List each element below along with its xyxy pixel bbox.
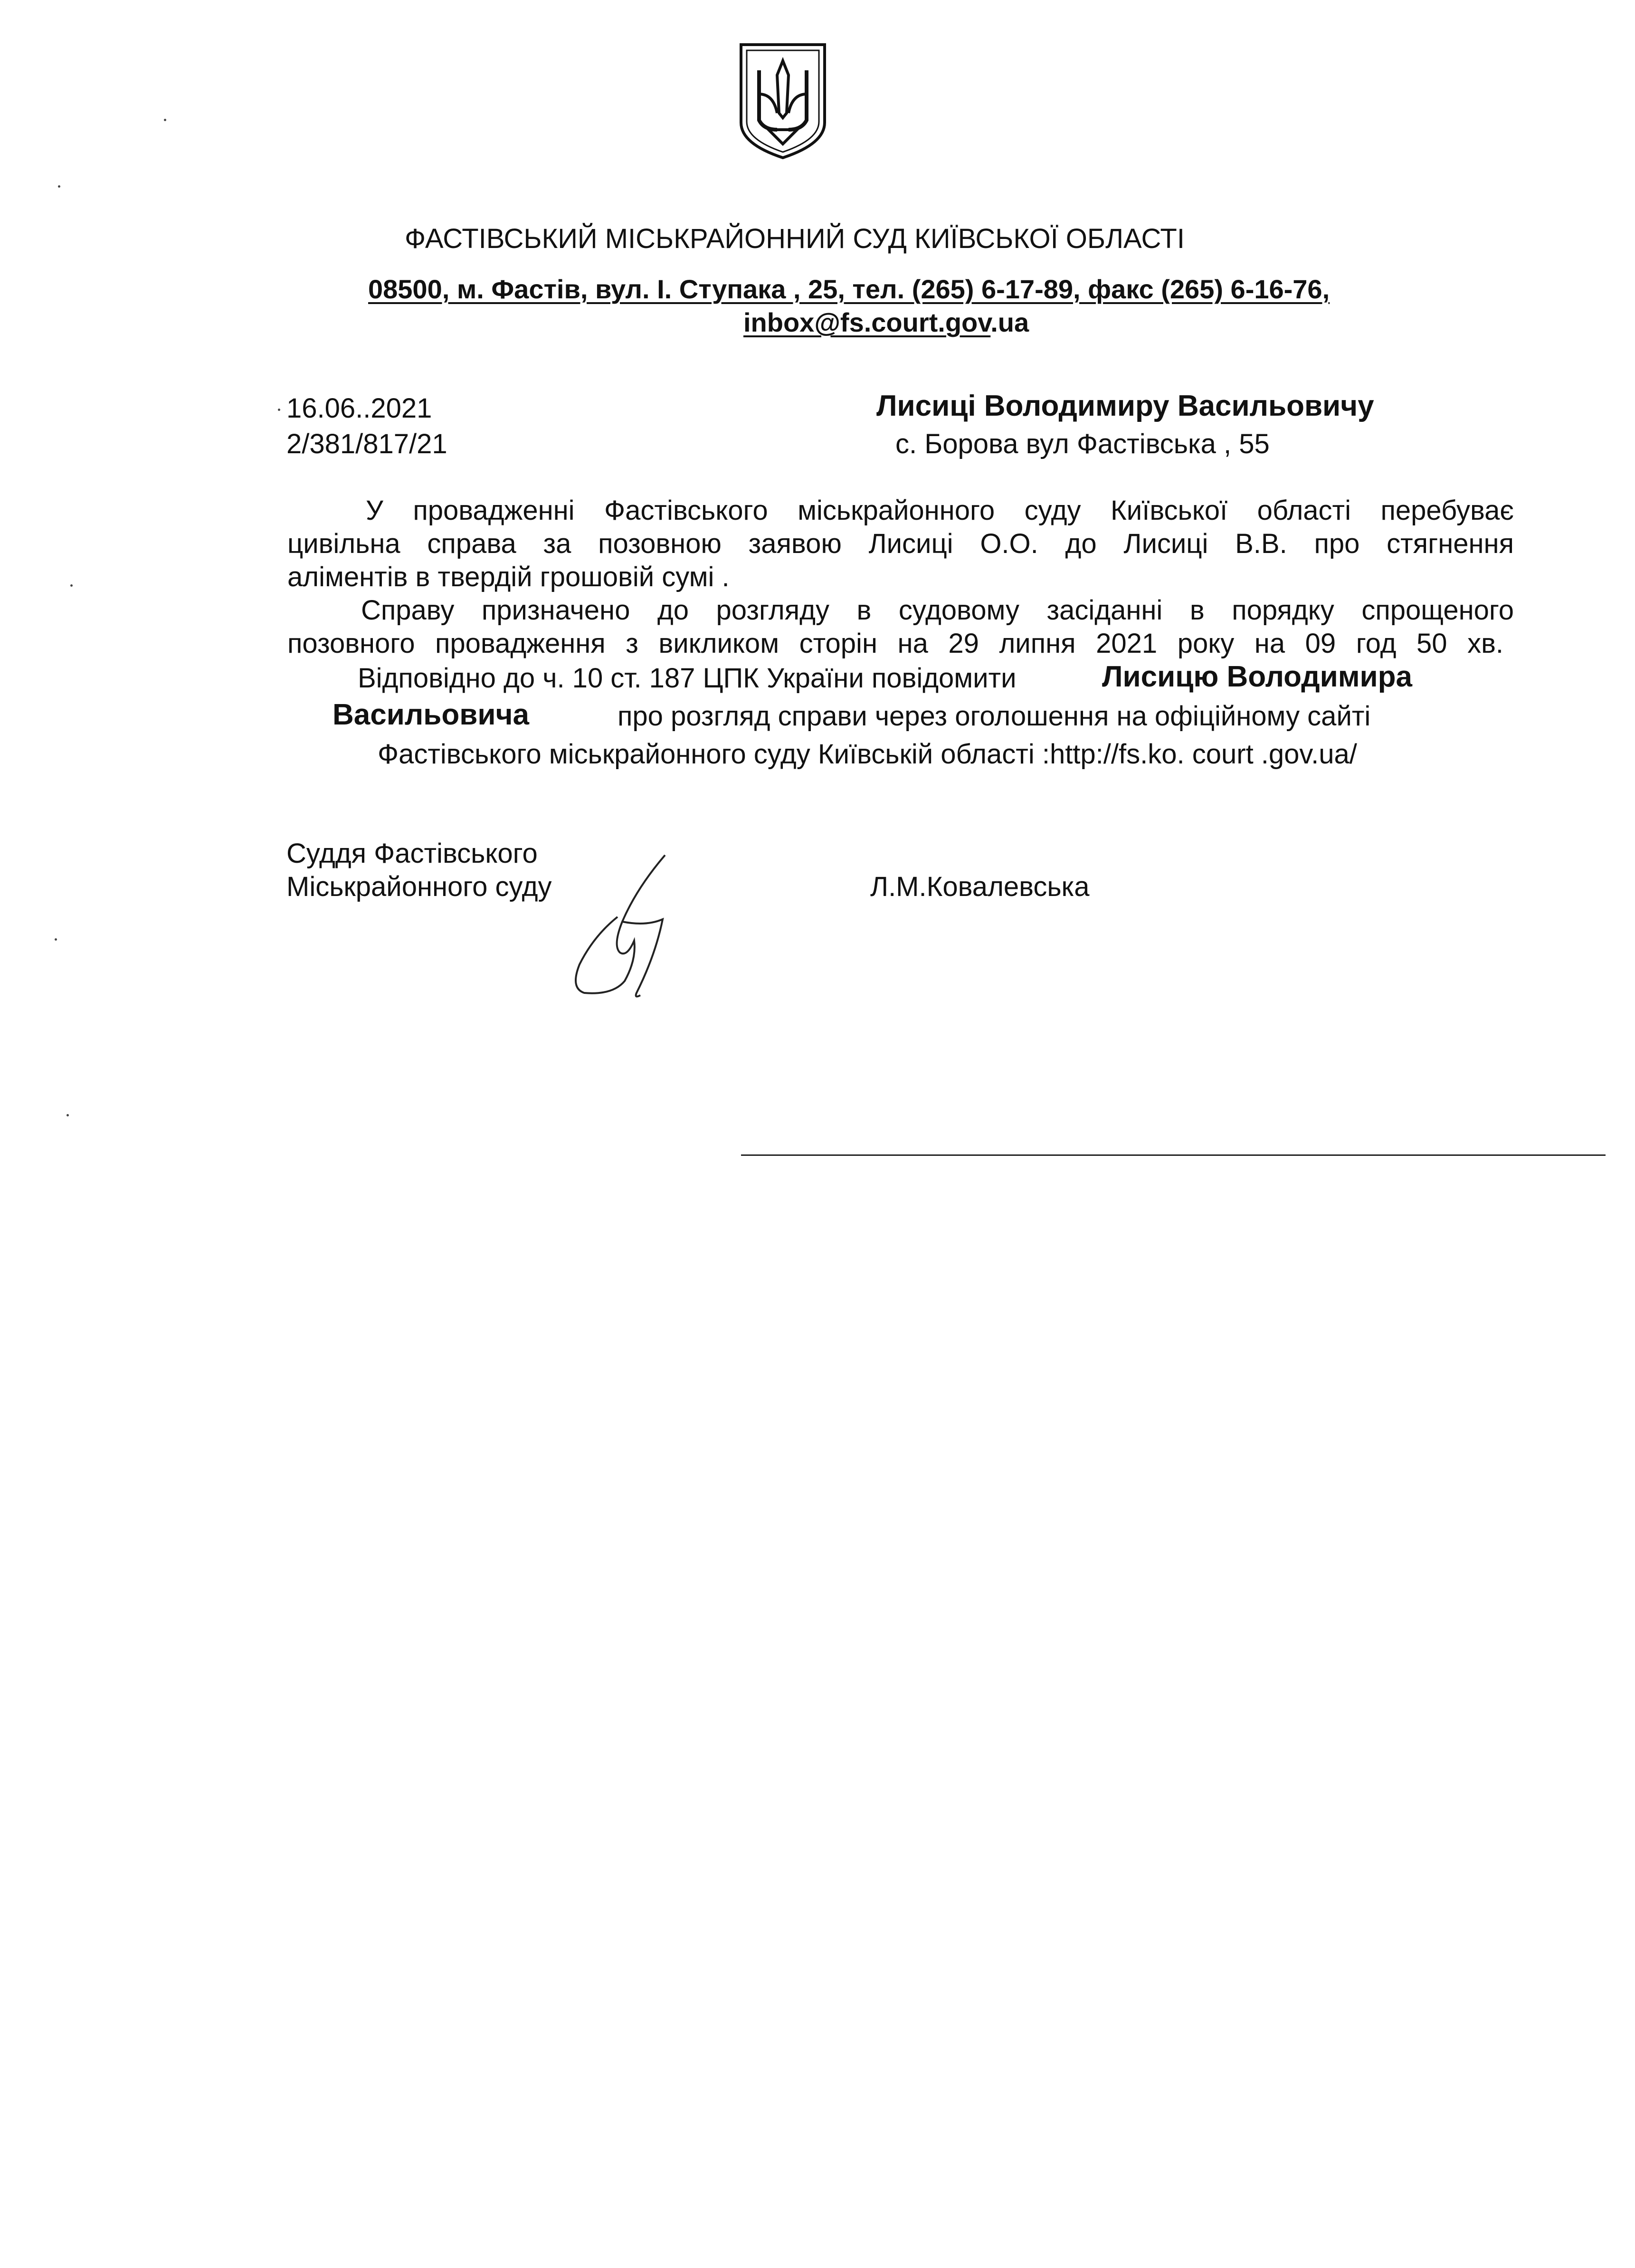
- court-email-link[interactable]: inbox@fs.court.gov: [743, 307, 991, 337]
- coat-of-arms-emblem: [735, 42, 830, 161]
- court-email: [743, 306, 1029, 338]
- document-date: 16.06..2021: [286, 393, 432, 424]
- handwritten-signature: [565, 850, 684, 1007]
- recipient-name: Лисиці Володимиру Васильовичу: [876, 390, 1374, 422]
- judge-title-line-2: Міськрайонного суду: [286, 871, 552, 902]
- judge-title-line-1: Суддя Фастівського: [286, 838, 538, 869]
- court-address: 08500, м. Фастів, вул. І. Ступака , 25, тел. (265) 6-17-89, факс (265) 6-16-76,: [368, 274, 1330, 304]
- horizontal-divider: [741, 1154, 1606, 1156]
- body-paragraph-2-line-1: Справу призначено до розгляду в судовому засіданні в порядку спрощеного: [361, 595, 1514, 626]
- body-paragraph-1-line-3: аліментів в твердій грошовій сумі .: [287, 562, 730, 592]
- scan-speck: [70, 584, 73, 587]
- trident-icon: [735, 42, 830, 161]
- body-paragraph-3-last: Фастівського міськрайонного суду Київській області :http://fs.ko. court .gov.ua/: [378, 739, 1357, 770]
- court-email-suffix: .ua: [990, 307, 1029, 337]
- defendant-name-part-1: Лисицю Володимира: [1102, 660, 1413, 693]
- recipient-address: с. Борова вул Фастівська , 55: [895, 429, 1270, 459]
- scan-speck: [55, 938, 57, 941]
- scan-speck: [58, 185, 60, 188]
- body-paragraph-1-line-2: цивільна справа за позовною заявою Лисиці О.О. до Лисиці В.В. про стягнення: [287, 528, 1514, 559]
- scan-speck: [164, 119, 166, 121]
- scan-speck: [278, 409, 280, 411]
- judge-name: Л.М.Ковалевська: [870, 871, 1090, 902]
- court-name: ФАСТІВСЬКИЙ МІСЬКРАЙОННИЙ СУД КИЇВСЬКОЇ ОБЛАСТІ: [405, 223, 1185, 254]
- defendant-name-part-2: Васильовича: [333, 698, 529, 731]
- body-paragraph-2-line-2: позовного провадження з викликом сторін на 29 липня 2021 року на 09 год 50 хв.: [287, 628, 1503, 659]
- body-paragraph-1-line-1: У провадженні Фастівського міськрайонного суду Київської області перебуває: [366, 495, 1514, 526]
- body-paragraph-3-lead: Відповідно до ч. 10 ст. 187 ЦПК України повідомити: [358, 663, 1017, 694]
- scan-speck: [67, 1114, 69, 1116]
- body-paragraph-3-rest: про розгляд справи через оголошення на офіційному сайті: [618, 701, 1371, 732]
- case-number: 2/381/817/21: [286, 429, 447, 459]
